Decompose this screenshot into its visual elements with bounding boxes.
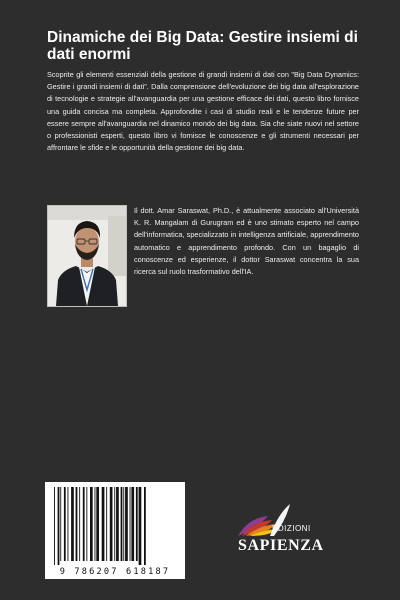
book-description: Scoprite gli elementi essenziali della gestione di grandi insiemi di dati con "Big Data Dynamics: Gestire i grandi insiemi di dati". Dalla comprensione dell'evoluzione dei big data all'esplorazione di tecnologie e strategie all'avanguardia per una gestione efficace dei dati, questo libro fornisce una guida concisa ma completa. Approfondite i casi di studio reali e le tendenze future per essere sempre all'avanguardia nel dinamico mondo dei big data. Sia che siate nuovi nel settore o professionisti esperti, questo libro vi fornisce le conoscenze e gli strumenti necessari per affrontare le sfide e le opportunità della gestione dei big data. [47,70,359,153]
author-photo [47,205,127,307]
publisher-logo [232,500,342,570]
book-title: Dinamiche dei Big Data: Gestire insiemi di dati enormi [47,29,358,63]
feather-quill-icon [234,500,294,540]
barcode-bars [53,487,177,565]
publisher-label-edizioni: EDIZIONI [272,524,311,533]
barcode-digits: 9 786207 618187 [59,567,171,577]
isbn-barcode [45,482,185,579]
publisher-name: SAPIENZA [238,537,324,554]
author-bio: Il dott. Amar Saraswat, Ph.D., è attualmente associato all'Università K. R. Mangalam di Gurugram ed è uno stimato esperto nel campo dell'informatica, specializzato in intelligenza artificiale, apprendimento automatico e apprendimento profondo. Con un bagaglio di conoscenze ed esperienze, il dottor Saraswat concentra la sua ricerca sul ruolo trasformativo dell'IA. [134,206,359,277]
author-portrait-image [48,206,126,306]
